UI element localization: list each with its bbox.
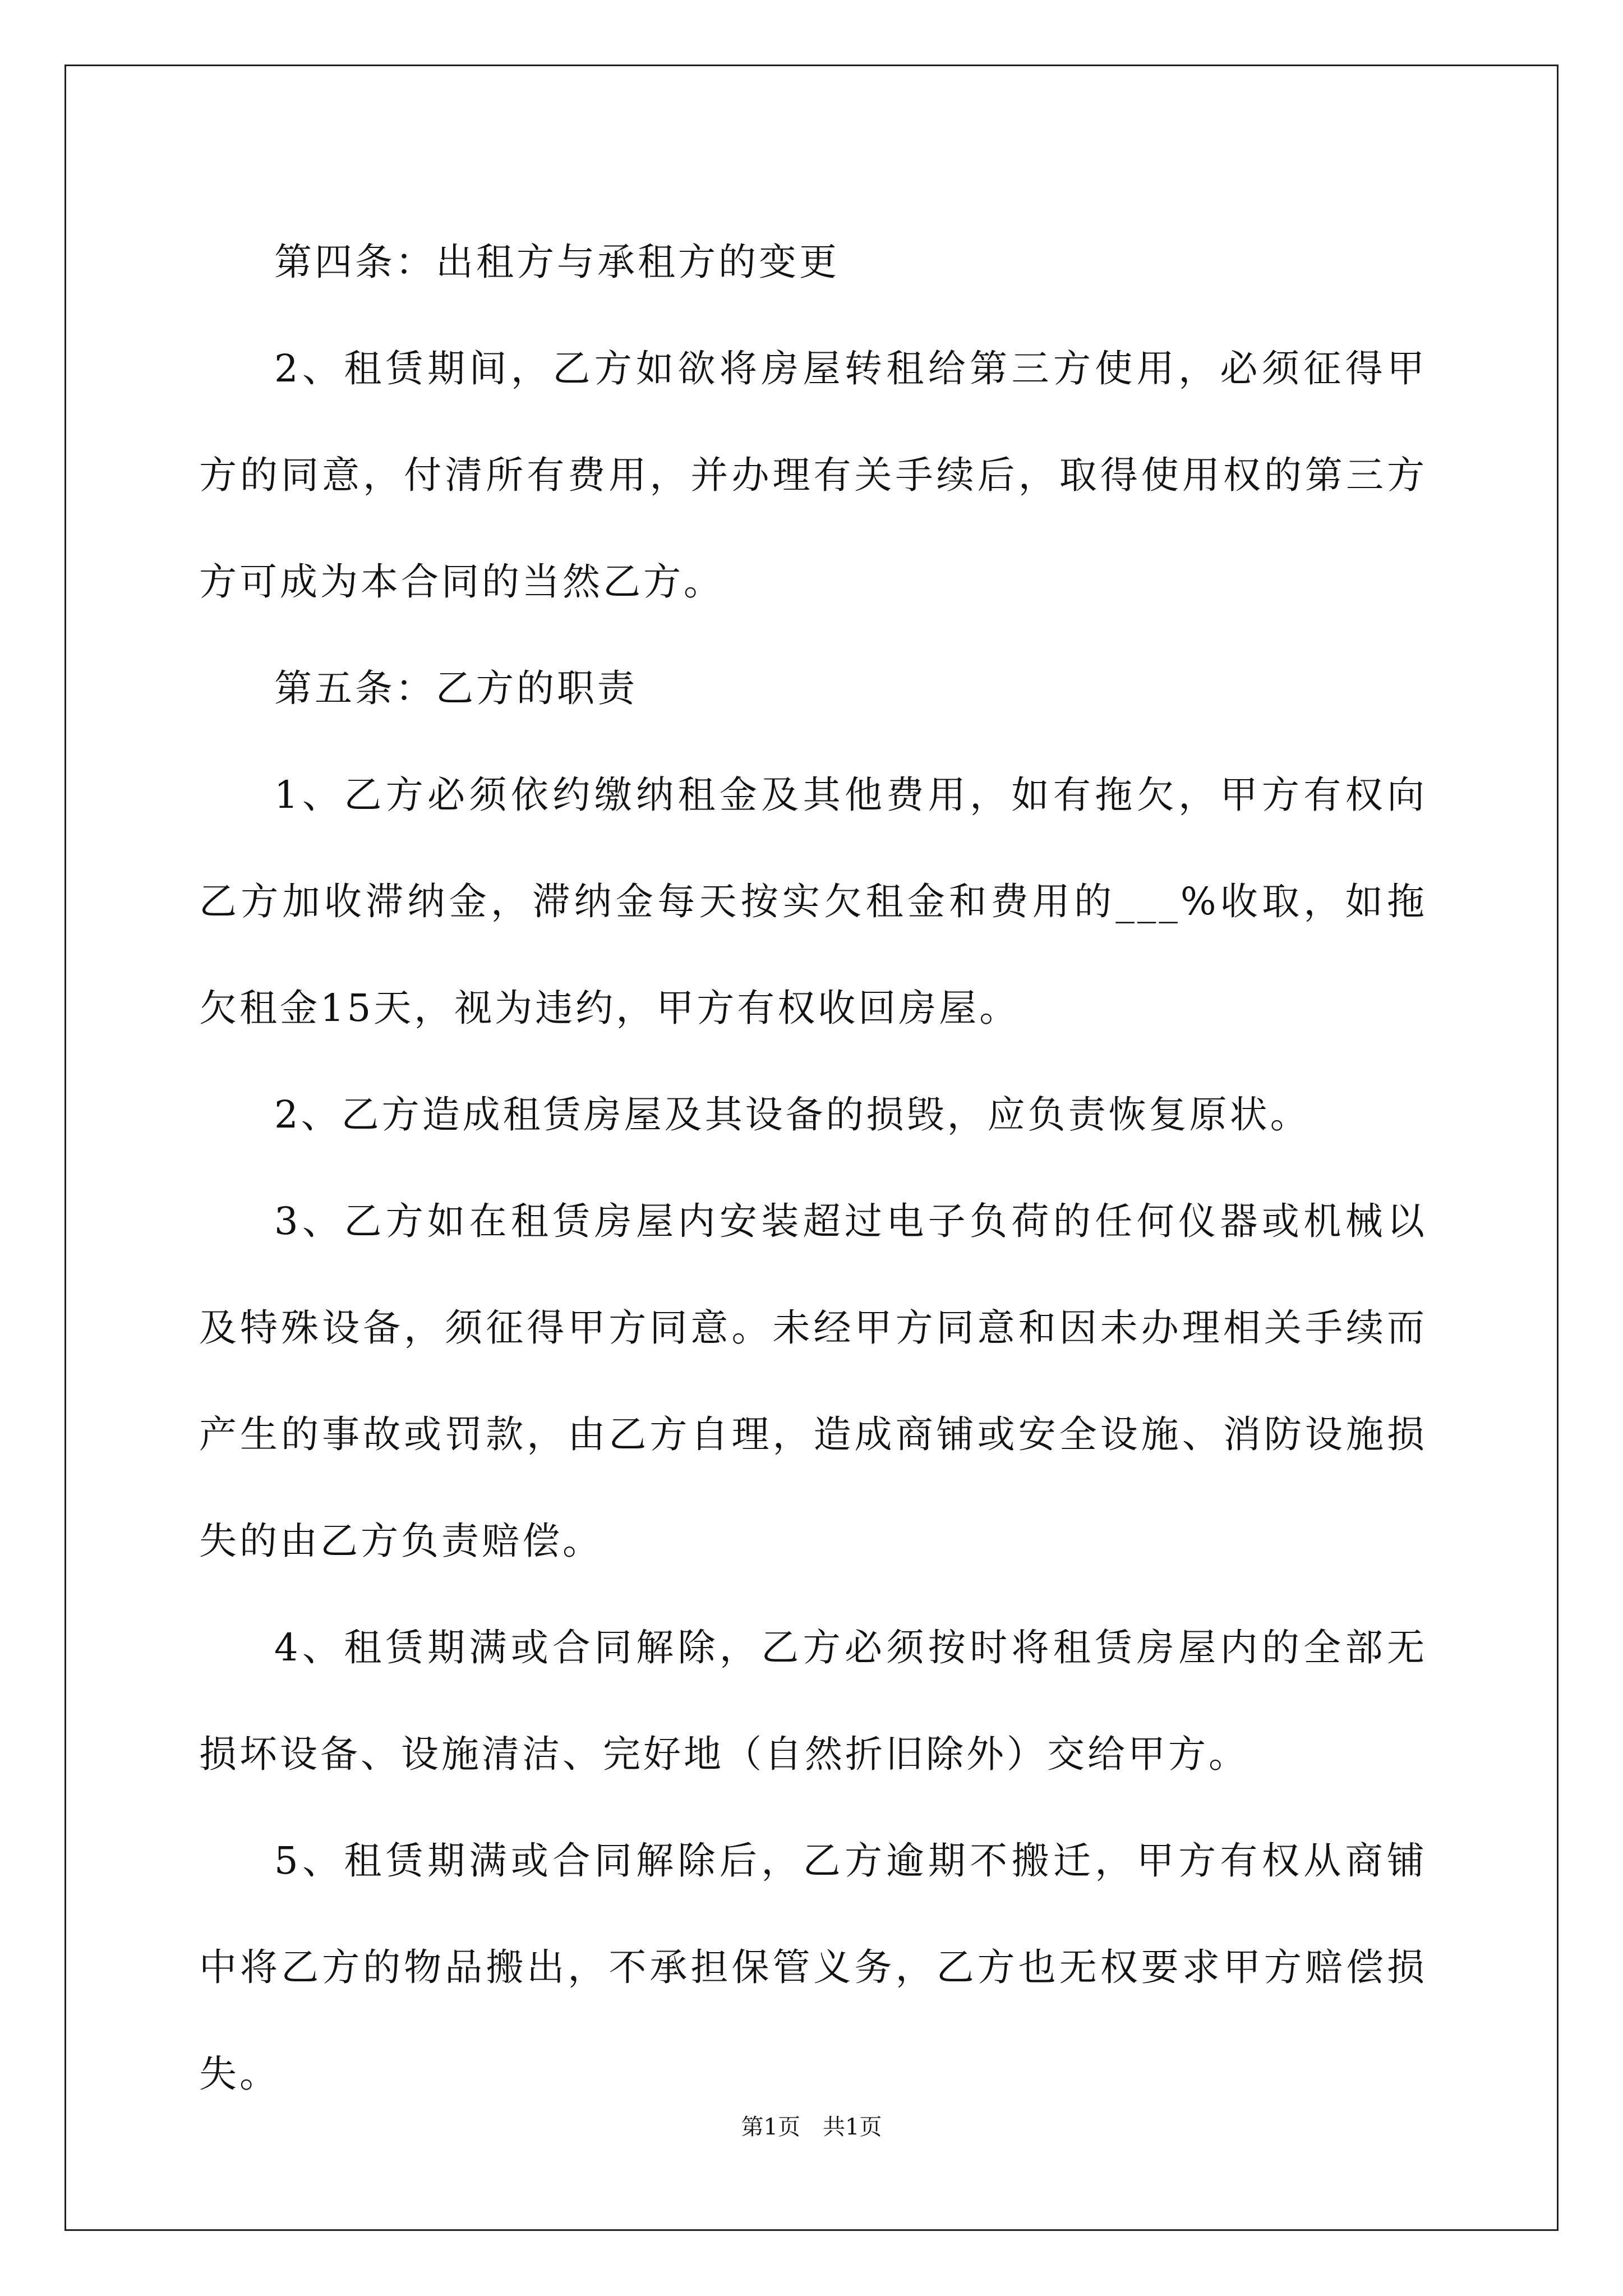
page-footer xyxy=(0,2109,1623,2141)
page-number: 第1页 xyxy=(741,2114,800,2140)
paragraph-return: 4、租赁期满或合同解除，乙方必须按时将租赁房屋内的全部无损坏设备、设施清洁、完好地（自然折旧除外）交给甲方。 xyxy=(199,1626,1427,1776)
article-5-heading: 第五条：乙方的职责 xyxy=(274,666,638,710)
paragraph-sublease: 2、租赁期间，乙方如欲将房屋转租给第三方使用，必须征得甲方的同意，付清所有费用，并办理有关手续后，取得使用权的第三方方可成为本合同的当然乙方。 xyxy=(199,347,1427,604)
article-4-heading: 第四条：出租方与承租方的变更 xyxy=(274,240,840,284)
paragraph-removal: 5、租赁期满或合同解除后，乙方逾期不搬迁，甲方有权从商铺中将乙方的物品搬出，不承担保管义务，乙方也无权要求甲方赔偿损失。 xyxy=(199,1839,1427,2096)
page-total: 共1页 xyxy=(823,2114,882,2140)
paragraph-damage: 2、乙方造成租赁房屋及其设备的损毁，应负责恢复原状。 xyxy=(274,1093,1311,1137)
document-body xyxy=(199,209,1427,2127)
paragraph-late-fee: 1、乙方必须依约缴纳租金及其他费用，如有拖欠，甲方有权向乙方加收滞纳金，滞纳金每天按实欠租金和费用的___%收取，如拖欠租金15天，视为违约，甲方有权收回房屋。 xyxy=(199,773,1427,1030)
paragraph-equipment: 3、乙方如在租赁房屋内安装超过电子负荷的任何仪器或机械以及特殊设备，须征得甲方同意。未经甲方同意和因未办理相关手续而产生的事故或罚款，由乙方自理，造成商铺或安全设施、消防设施损失的由乙方负责赔偿。 xyxy=(199,1199,1427,1563)
